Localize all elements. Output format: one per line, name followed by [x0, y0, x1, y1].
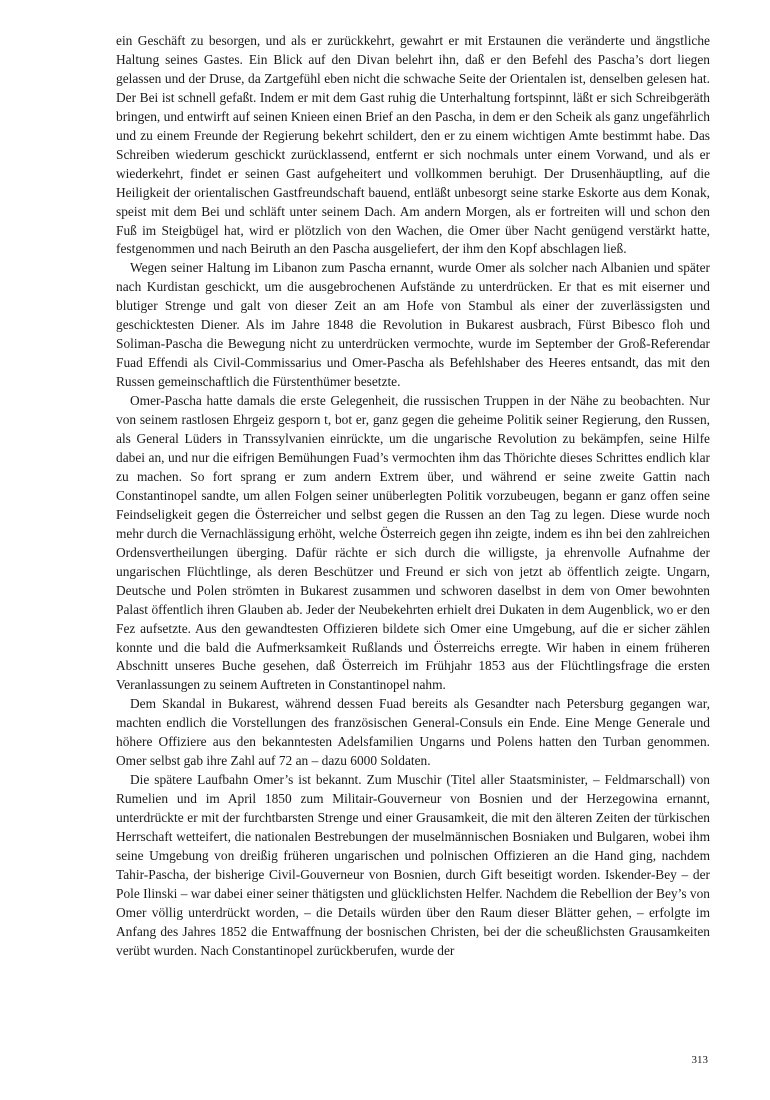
paragraph-3: Omer-Pascha hatte damals die erste Gelegenheit, die russischen Truppen in der Nähe zu beobachten. Nur von seinem rastlosen Ehrgeiz gesporn t, bot er, ganz gegen die geheime Politik seiner Regierung, den Russen, als General Lüders in Transsylvanien einrückte, um die ungarische Revolution zu bekämpfen, seine Hilfe dabei an, und nur die eifrigen Bemühungen Fuad’s vermochten ihm das Thörichte dieses Schrittes endlich klar zu machen. So fort sprang er zum andern Extrem über, und während er seine zweite Gattin nach Constantinopel sandte, um allen Folgen seiner unüberlegten Politik vorzubeugen, begann er ganz offen seine Feindseligkeit gegen die Österreicher und selbst gegen die Russen an den Tag zu legen. Diese wurde noch mehr durch die Vernachlässigung erhöht, welche Österreich gegen ihn zeigte, indem es ihn bei den zahlreichen Ordensvertheilungen überging. Dafür rächte er sich durch die willigste, ja ehrenvolle Aufnahme der ungarischen Flüchtlinge, als deren Beschützer und Freund er sich von jetzt ab öffentlich zeigte. Ungarn, Deutsche und Polen strömten in Bukarest zusammen und schworen daselbst in dem von Omer bewohnten Palast öffentlich ihren Glauben ab. Jeder der Neubekehrten erhielt drei Dukaten in dem Augenblick, wo er den Fez aufsetzte. Aus den gewandtesten Offizieren bildete sich Omer eine Umgebung, auf die er sicher zählen konnte und die bald die Aufmerksamkeit Rußlands und Österreichs erregte. Wir haben in einem früheren Abschnitt unseres Buche gesehen, daß Österreich im Frühjahr 1853 aus der Flüchtlingsfrage die ersten Veranlassungen zu seinem Auftreten in Constantinopel nahm. — [116, 393, 710, 693]
page-number: 313 — [691, 1054, 708, 1066]
paragraph-2: Wegen seiner Haltung im Libanon zum Pascha ernannt, wurde Omer als solcher nach Albanien und später nach Kurdistan geschickt, um die ausgebrochenen Aufstände zu unterdrücken. Er that es mit eiserner und blutiger Strenge und galt von dieser Zeit an am Hofe von Stambul als einer der zuverlässigsten und geschicktesten Diener. Als im Jahre 1848 die Revolution in Bukarest ausbrach, Fürst Bibesco floh und Soliman-Pascha die Bewegung nicht zu unterdrücken vermochte, wurde im September der Groß-Referendar Fuad Effendi als Civil-Commissarius und Omer-Pascha als Befehlshaber des Heeres entsandt, das mit den Russen gemeinschaftlich die Fürstenthümer besetzte. — [116, 260, 710, 390]
paragraph-5: Die spätere Laufbahn Omer’s ist bekannt. Zum Muschir (Titel aller Staatsminister, – Feldmarschall) von Rumelien und im April 1850 zum Militair-Gouverneur von Bosnien und der Herzegowina ernannt, unterdrückte er mit der furchtbarsten Strenge und einer Grausamkeit, die mit den älteren Zeiten der türkischen Herrschaft wetteifert, die nationalen Bestrebungen der muselmännischen Bosniaken und Bulgaren, wobei ihm seine Umgebung von dreißig früheren ungarischen und polnischen Offizieren an die Hand ging, nachdem Tahir-Pascha, der bisherige Civil-Gouverneur von Bosnien, durch Gift beseitigt worden. Iskender-Bey – der Pole Ilinski – war dabei einer seiner thätigsten und glücklichsten Helfer. Nachdem die Rebellion der Bey’s von Omer völlig unterdrückt worden, – die Details würden über den Raum dieser Blätter gehen, – erfolgte im Anfang des Jahres 1852 die Entwaffnung der bosnischen Christen, bei der die scheußlichsten Grausamkeiten verübt wurden. Nach Constantinopel zurückberufen, wurde der — [116, 772, 710, 958]
paragraph-1: ein Geschäft zu besorgen, und als er zurückkehrt, gewahrt er mit Erstaunen die veränderte und ängstliche Haltung seines Gastes. Ein Blick auf den Divan belehrt ihn, daß er den Befehl des Pascha’s dort liegen gelassen und der Druse, da Zartgefühl eben nicht die schwache Seite der Orientalen ist, denselben gelesen hat. Der Bei ist schnell gefaßt. Indem er mit dem Gast ruhig die Unterhaltung fortspinnt, läßt er sich Schreibgeräth bringen, und entwirft auf seinen Knieen einen Brief an den Pascha, in dem er den Scheik als ganz ungefährlich und zu einem Freunde der Regierung bekehrt schildert, den er zu einem wichtigen Amte bestimmt habe. Das Schreiben wiederum geschickt zurücklassend, entfernt er sich nochmals unter einem Vorwand, und als er wiederkehrt, findet er seinen Gast aufgeheitert und vollkommen beruhigt. Der Drusenhäuptling, auf die Heiligkeit der orientalischen Gastfreundschaft bauend, entläßt unbesorgt seine starke Eskorte aus dem Konak, speist mit dem Bei und schläft unter seinem Dach. Am andern Morgen, als er fortreiten will und schon den Fuß im Steigbügel hat, wird er plötzlich von den Wachen, die Omer über Nacht genügend verstärkt hatte, festgenommen und nach Beiruth an den Pascha ausgeliefert, der ihm den Kopf abschlagen ließ. — [116, 33, 710, 257]
page-body — [116, 32, 710, 961]
paragraph-4: Dem Skandal in Bukarest, während dessen Fuad bereits als Gesandter nach Petersburg gegangen war, machten endlich die Vorstellungen des französischen General-Consuls ein Ende. Eine Menge Generale und höhere Offiziere aus den bekanntesten Adelsfamilien Ungarns und Polens hatten den Turban genommen. Omer selbst gab ihre Zahl auf 72 an – dazu 6000 Soldaten. — [116, 696, 710, 769]
